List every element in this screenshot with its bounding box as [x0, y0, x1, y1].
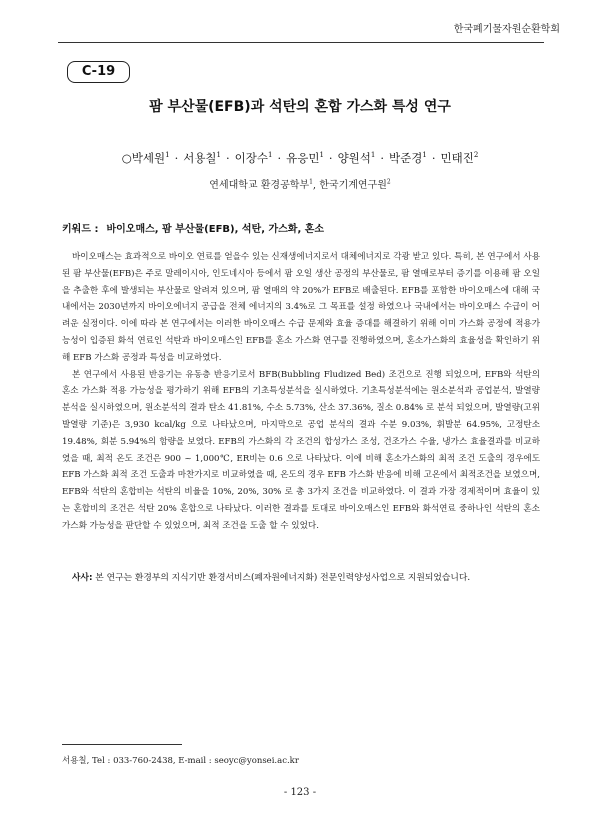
author-name: 양원석 — [337, 151, 371, 165]
affiliation-name: 한국기계연구원 — [319, 180, 387, 191]
author-affiliation-mark: 1 — [370, 151, 376, 160]
author-name: 민태진 — [440, 151, 474, 165]
author-separator: · — [277, 151, 282, 165]
author-name: ○박세원 — [121, 151, 166, 165]
author-affiliation-mark: 1 — [165, 151, 170, 160]
affiliation-mark: 2 — [386, 178, 391, 186]
affiliation-name: 연세대학교 환경공학부 — [209, 180, 310, 191]
paragraph: 본 연구에서 사용된 반응기는 유동층 반응기로서 BFB(Bubbling Fludized Bed) 조건으로 진행 되었으며, EFB와 석탄의 혼소 가스화 적용 가능성을 평가하기 위해 EFB의 기초특성분석을 실시하였다. 기초특성분석에는 원소분석과 공업분석, 발열량 분석을 실시하였으며, 원소분석의 결과 탄소 41.81%, 수소 5.73%, 산소 37.36%, 질소 0.84% 로 분석 되었으며, 발열량(고위발열량 기준)은 3,930 kcal/kg 으로 나타났으며, 마지막으로 공업 분석의 결과 수분 9.03%, 휘발분 64.95%, 고정탄소 19.48%, 회분 5.94%의 함량을 보였다. EFB의 가스화의 각 조건의 합성가스 조성, 건조가스 수율, 냉가스 효율결과를 비교하였을 때, 최적 온도 조건은 900 ~ 1,000℃, ER비는 0.6 으로 나타났다. 이에 비해 혼소가스화의 최적 조건 도출의 경우에도 EFB 가스화 최적 조건 도출과 마찬가지로 비교하였을 때, 온도의 경우 EFB 가스화 반응에 비해 고온에서 최적조건을 보였으며, EFB와 석탄의 혼합비는 석탄의 비율을 10%, 20%, 30% 로 총 3가지 조건을 비교하였다. 이 결과 가장 경제적이며 효율이 있는 혼합비의 조건은 석탄 20% 혼합으로 나타났다. 이러한 결과를 토대로 바이오매스인 EFB와 화석연료 중하나인 석탄의 혼소 가스화 가능성을 판단할 수 있었으며, 최적 조건을 도출 할 수 있었다. — [62, 369, 540, 531]
footnote-rule — [62, 744, 182, 745]
keywords-line — [62, 220, 542, 235]
keywords-text: 바이오매스, 팜 부산물(EFB), 석탄, 가스화, 혼소 — [106, 224, 325, 235]
author-separator: · — [380, 151, 385, 165]
page-number: - 123 - — [283, 787, 317, 798]
author-separator: · — [174, 151, 179, 165]
affiliation-mark: 1 — [309, 178, 313, 186]
author-separator: · — [431, 151, 436, 165]
author-separator: · — [328, 151, 333, 165]
author-name: 서용칠 — [183, 151, 217, 165]
affiliation-list — [0, 176, 600, 191]
author-separator: · — [226, 151, 230, 165]
paper-code-badge: C-19 — [67, 61, 130, 83]
author-name: 유응민 — [286, 151, 320, 165]
author-affiliation-mark: 1 — [216, 151, 222, 160]
author-list — [0, 150, 600, 166]
acknowledgement-label: 사사: — [72, 573, 93, 583]
paper-title: 팜 부산물(EFB)과 석탄의 혼합 가스화 특성 연구 — [149, 99, 451, 115]
author-affiliation-mark: 1 — [268, 151, 273, 160]
acknowledgement — [62, 570, 540, 586]
affiliation-separator: , — [312, 180, 320, 191]
author-affiliation-mark: 1 — [319, 151, 324, 160]
corresponding-contact: 서용칠, Tel : 033-760-2438, E-mail : seoyc@yonsei.ac.kr — [62, 756, 299, 766]
author-affiliation-mark: 2 — [473, 151, 479, 160]
author-name: 이장수 — [234, 151, 268, 165]
author-affiliation-mark: 1 — [422, 151, 427, 160]
acknowledgement-text: 본 연구는 환경부의 지식기반 환경서비스(폐자원에너지화) 전문인력양성사업으로 지원되었습니다. — [92, 573, 471, 583]
author-name: 박준경 — [389, 151, 423, 165]
keywords-label: 키워드 : — [62, 224, 99, 235]
paragraph: 바이오매스는 효과적으로 바이오 연료를 얻을수 있는 신재생에너지로서 대체에너지로 각광 받고 있다. 특히, 본 연구에서 사용된 팜 부산물(EFB)은 주로 말레이시아, 인도네시아 등에서 팜 오일 생산 공정의 부산물로, 팜 열매로부터 증기를 이용해 팜 오일을 추출한 후에 발생되는 부산물로 알려져 있으며, 팜 열매의 약 20%가 EFB로 배출된다. EFB를 포함한 바이오매스에 대해 국내에서는 2030년까지 바이오에너지 공급을 전체 에너지의 3.4%로 그 목표를 설정 하였으나 국내에서는 바이오매스 수급이 어려운 실정이다. 이에 따라 본 연구에서는 이러한 바이오매스 수급 문제와 효율 증대를 해결하기 위해 이미 가스화 공정에 적용가능성이 입증된 화석 연료인 석탄과 바이오매스인 EFB를 혼소 가스화 연구를 진행하였으며, 혼소가스화의 효율성을 확인하기 위해 EFB 가스화 공정과 특성을 비교하였다. — [62, 252, 540, 363]
header-rule — [58, 42, 544, 43]
abstract-body — [62, 249, 540, 535]
journal-header: 한국폐기물자원순환학회 — [453, 24, 560, 35]
